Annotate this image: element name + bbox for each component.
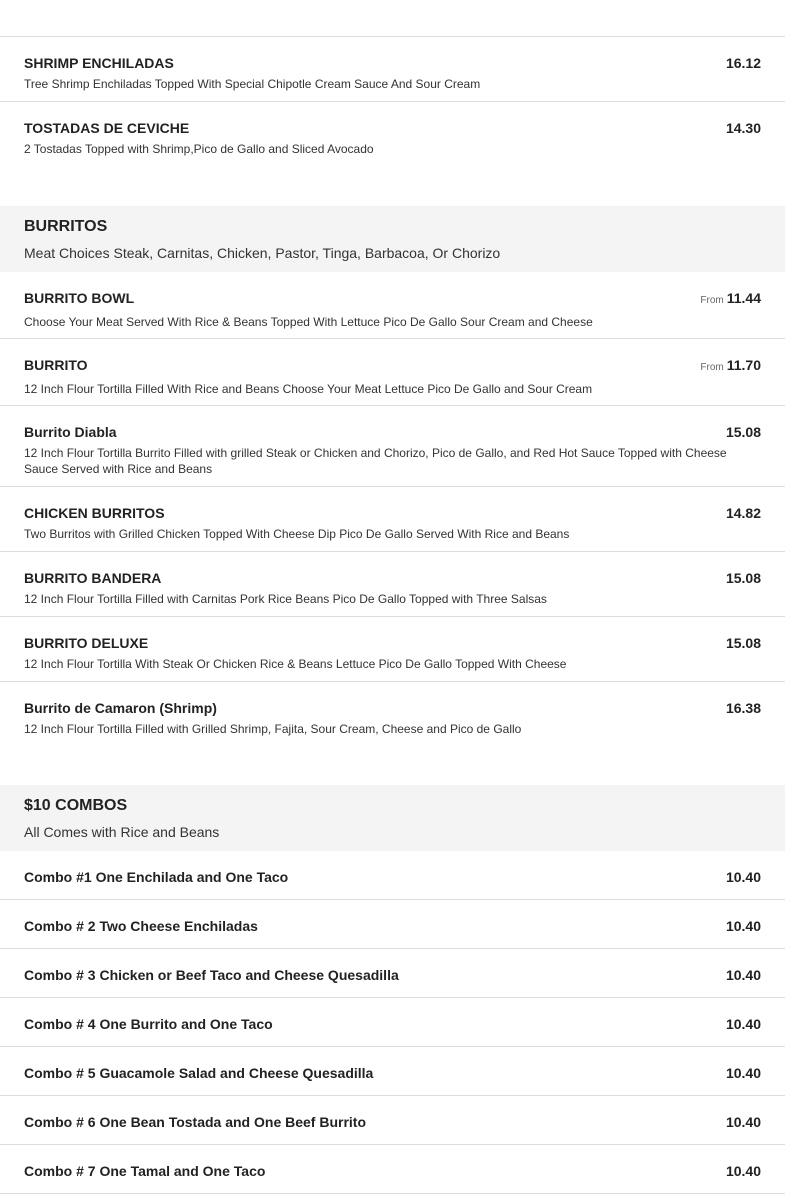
item-description: 12 Inch Flour Tortilla Burrito Filled with grilled Steak or Chicken and Chorizo, Pico de Gallo, and Red Hot Sauce Topped with Cheese Sauce Served with Rice and Beans: [24, 446, 727, 476]
item-name: BURRITO DELUXE: [24, 635, 149, 651]
section-subtitle: All Comes with Rice and Beans: [24, 824, 220, 840]
item-name: Combo # 2 Two Cheese Enchiladas: [24, 918, 258, 934]
item-name: Combo # 7 One Tamal and One Taco: [24, 1163, 266, 1179]
item-price: 10.40: [725, 918, 761, 934]
item-price: 10.40: [725, 967, 761, 983]
item-name: Combo #1 One Enchilada and One Taco: [24, 869, 289, 885]
item-price: [700, 357, 761, 376]
menu-item[interactable]: [0, 406, 785, 487]
item-price: 10.40: [725, 1163, 761, 1179]
item-price: 15.08: [725, 635, 761, 651]
menu-item[interactable]: [0, 37, 785, 102]
menu-item[interactable]: [0, 552, 785, 617]
item-description: 12 Inch Flour Tortilla Filled With Rice and Beans Choose Your Meat Lettuce Pico De Gallo and Sour Cream: [24, 382, 593, 396]
item-description: 2 Tostadas Topped with Shrimp,Pico de Gallo and Sliced Avocado: [24, 142, 374, 156]
menu-item[interactable]: [0, 272, 785, 339]
menu-item[interactable]: [0, 617, 785, 682]
item-description: 12 Inch Flour Tortilla With Steak Or Chicken Rice & Beans Lettuce Pico De Gallo Topped With Cheese: [24, 657, 567, 671]
item-name: SHRIMP ENCHILADAS: [24, 55, 174, 71]
price-from-label: From: [700, 362, 724, 373]
menu-item[interactable]: [0, 1145, 785, 1194]
section-title: $10 COMBOS: [24, 797, 128, 814]
item-name: BURRITO BOWL: [24, 290, 135, 306]
item-name: BURRITO BANDERA: [24, 570, 162, 586]
item-price: [700, 290, 761, 309]
menu-item[interactable]: [0, 900, 785, 949]
menu-item[interactable]: [0, 682, 785, 747]
price-value: 11.70: [726, 357, 761, 373]
item-price: 10.40: [725, 869, 761, 885]
item-price: 10.40: [725, 1114, 761, 1130]
item-name: BURRITO: [24, 357, 88, 373]
menu-item[interactable]: [0, 851, 785, 900]
section-subtitle: Meat Choices Steak, Carnitas, Chicken, Pastor, Tinga, Barbacoa, Or Chorizo: [24, 245, 501, 261]
item-price: 10.40: [725, 1016, 761, 1032]
item-description: Tree Shrimp Enchiladas Topped With Special Chipotle Cream Sauce And Sour Cream: [24, 77, 481, 91]
item-description: Choose Your Meat Served With Rice & Beans Topped With Lettuce Pico De Gallo Sour Cream and Cheese: [24, 315, 593, 329]
item-price: 14.82: [725, 505, 761, 521]
menu-item[interactable]: [0, 998, 785, 1047]
section-title: BURRITOS: [24, 218, 108, 235]
item-price: 15.08: [725, 424, 761, 440]
item-name: Combo # 5 Guacamole Salad and Cheese Quesadilla: [24, 1065, 374, 1081]
menu-item[interactable]: [0, 949, 785, 998]
item-name: TOSTADAS DE CEVICHE: [24, 120, 190, 136]
item-name: Burrito de Camaron (Shrimp): [24, 700, 217, 716]
item-description: 12 Inch Flour Tortilla Filled with Carnitas Pork Rice Beans Pico De Gallo Topped with Three Salsas: [24, 592, 547, 606]
item-description: 12 Inch Flour Tortilla Filled with Grilled Shrimp, Fajita, Sour Cream, Cheese and Pico de Gallo: [24, 722, 522, 736]
section-header-burritos: [0, 206, 785, 272]
item-price: 15.08: [725, 570, 761, 586]
item-price: 10.40: [725, 1065, 761, 1081]
item-name: CHICKEN BURRITOS: [24, 505, 165, 521]
section-spacer: [0, 747, 785, 785]
item-name: Burrito Diabla: [24, 424, 117, 440]
item-name: Combo # 6 One Bean Tostada and One Beef Burrito: [24, 1114, 367, 1130]
item-description: [24, 0, 761, 1]
item-description: Two Burritos with Grilled Chicken Topped With Cheese Dip Pico De Gallo Served With Rice and Beans: [24, 527, 570, 541]
item-name: Combo # 4 One Burrito and One Taco: [24, 1016, 273, 1032]
menu-item[interactable]: [0, 339, 785, 406]
price-from-label: From: [700, 295, 724, 306]
menu-item[interactable]: [0, 0, 785, 37]
item-price: 16.12: [725, 55, 761, 71]
menu-item[interactable]: [0, 102, 785, 167]
item-price: 16.38: [725, 700, 761, 716]
item-price: 14.30: [725, 120, 761, 136]
price-value: 11.44: [726, 290, 761, 306]
menu-item[interactable]: [0, 1047, 785, 1096]
section-spacer: [0, 167, 785, 206]
section-header-combos: [0, 785, 785, 851]
menu-item[interactable]: [0, 487, 785, 552]
item-name: Combo # 3 Chicken or Beef Taco and Cheese Quesadilla: [24, 967, 399, 983]
menu-item[interactable]: [0, 1096, 785, 1145]
